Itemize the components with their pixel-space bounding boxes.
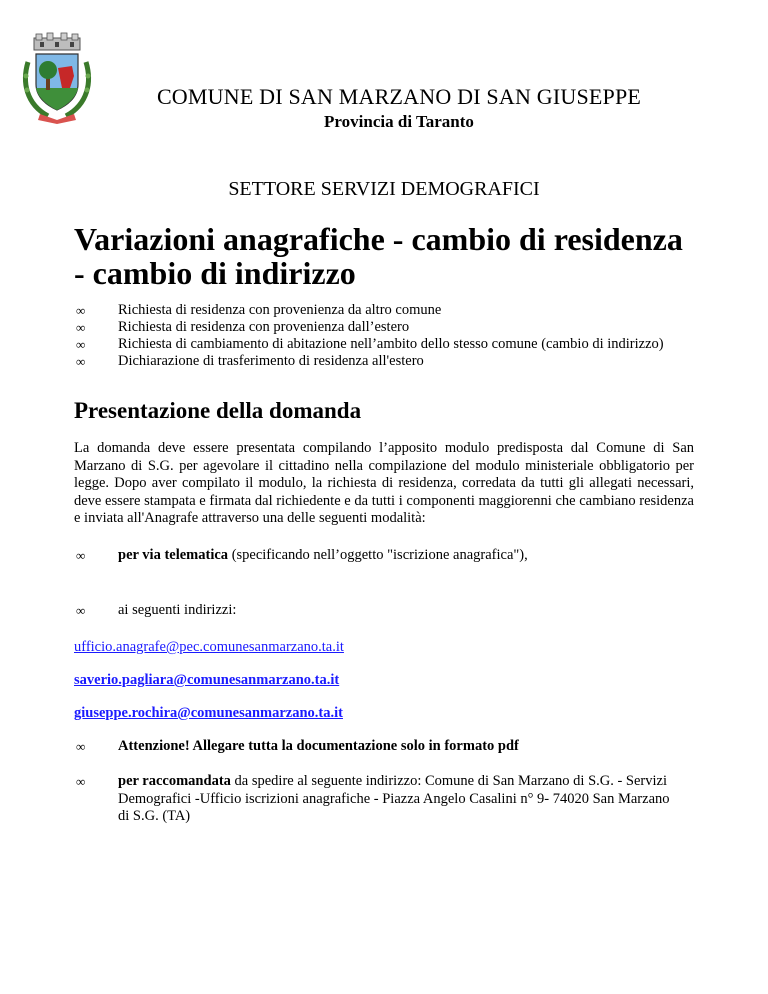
- municipality-name: COMUNE DI SAN MARZANO DI SAN GIUSEPPE: [156, 84, 642, 109]
- bullet-infinity-icon: ∞: [76, 603, 86, 618]
- section-title: Presentazione della domanda: [74, 398, 362, 423]
- bullet-infinity-icon: ∞: [76, 303, 86, 318]
- mode-telematica: ∞ per via telematica (specificando nell’oggetto "iscrizione anagrafica"),: [76, 547, 528, 563]
- sector-title: SETTORE SERVIZI DEMOGRAFICI: [228, 178, 540, 200]
- bullet-infinity-icon: ∞: [76, 774, 86, 789]
- mode-addresses: ∞ ai seguenti indirizzi:: [76, 602, 237, 618]
- email-link-rochira[interactable]: giuseppe.rochira@comunesanmarzano.ta.it: [74, 705, 343, 721]
- bullet-infinity-icon: ∞: [76, 354, 86, 369]
- email-link-pagliara[interactable]: saverio.pagliara@comunesanmarzano.ta.it: [74, 672, 340, 688]
- bullet-infinity-icon: ∞: [76, 337, 86, 352]
- request-types-list: [74, 302, 674, 370]
- instructions-paragraph: La domanda deve essere presentata compilando l’apposito modulo predisposta dal Comune di San Marzano di S.G. per agevolare il cittadino nella compilazione del modulo ministeriale obbligatorio per legge. Dopo aver compilato il modulo, la richiesta di residenza, corredata da tutti gli allegati necessari, deve essere stampata e firmata dal richiedente e da tutti i componenti maggiorenni che cambiano residenza e inviata all'Anagrafe attraverso una delle seguenti modalità:: [74, 440, 694, 526]
- province-name: Provincia di Taranto: [324, 112, 474, 131]
- bullet-infinity-icon: ∞: [76, 548, 86, 563]
- page-title: Variazioni anagrafiche - cambio di residenza - cambio di indirizzo: [74, 221, 683, 291]
- mode-raccomandata: ∞ per raccomandata da spedire al seguente indirizzo: Comune di San Marzano di S.G. - Servizi Demografici -Ufficio iscrizioni anagrafiche - Piazza Angelo Casalini n° 9- 74020 San Marzano di S.G. (TA): [76, 773, 670, 824]
- attention-note: ∞ Attenzione! Allegare tutta la documentazione solo in formato pdf: [76, 738, 519, 754]
- bullet-infinity-icon: ∞: [76, 739, 86, 754]
- list-item: ∞ Dichiarazione di trasferimento di residenza all'estero: [76, 353, 424, 369]
- email-link-pec[interactable]: ufficio.anagrafe@pec.comunesanmarzano.ta.it: [74, 639, 344, 655]
- list-item: ∞ Richiesta di residenza con provenienza dall’estero: [76, 319, 410, 335]
- municipal-crest-logo: [18, 32, 96, 124]
- list-item: ∞ Richiesta di residenza con provenienza da altro comune: [76, 302, 442, 318]
- list-item: ∞ Richiesta di cambiamento di abitazione nell’ambito dello stesso comune (cambio di indirizzo): [76, 336, 664, 352]
- bullet-infinity-icon: ∞: [76, 320, 86, 335]
